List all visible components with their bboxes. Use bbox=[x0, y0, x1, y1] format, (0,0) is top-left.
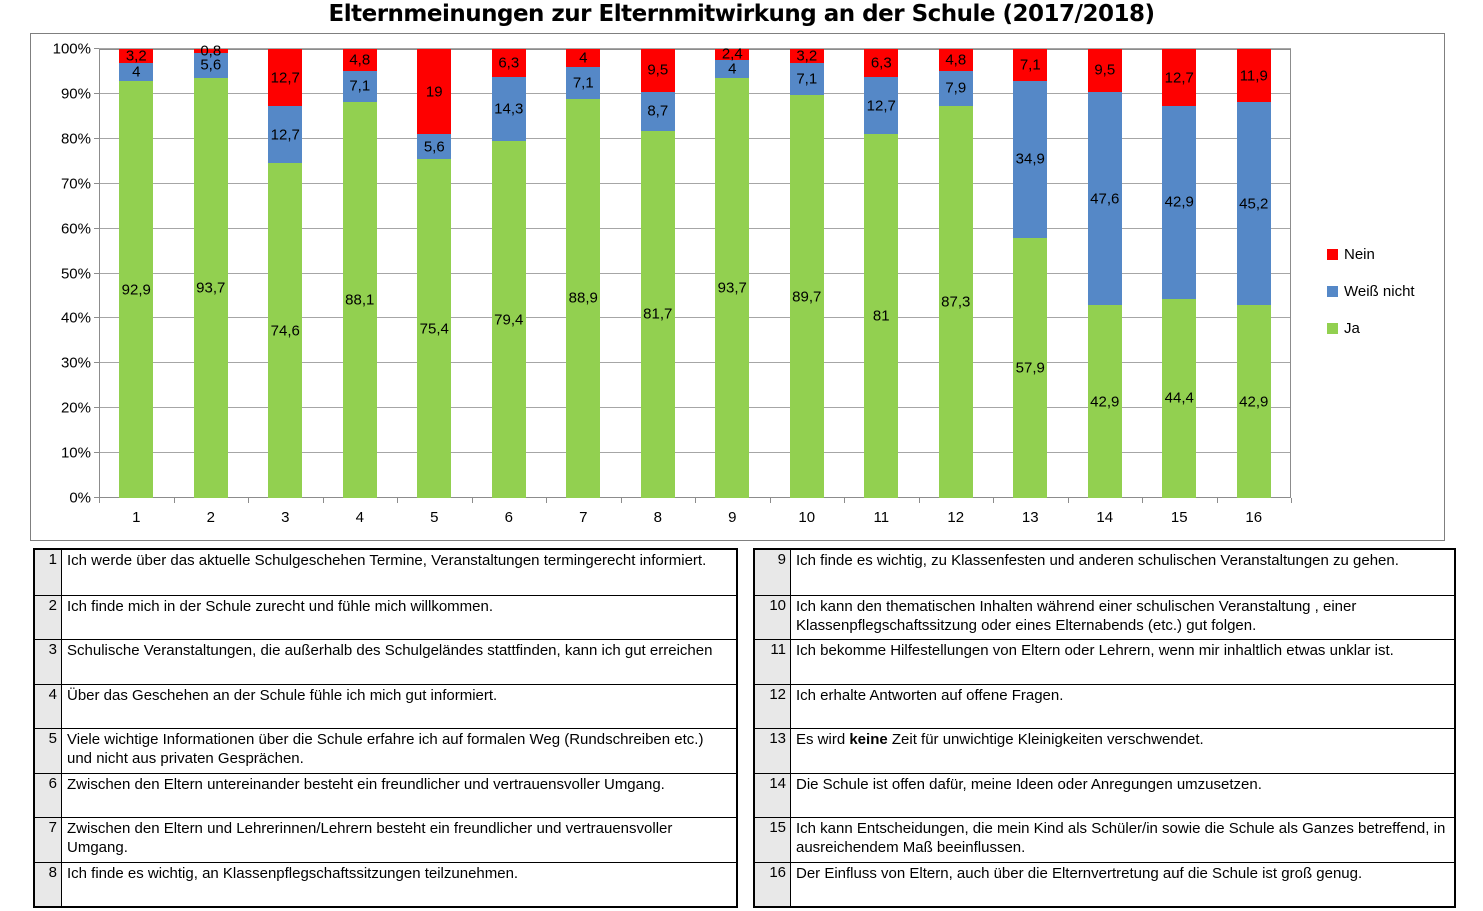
question-number-16: 16 bbox=[755, 863, 791, 907]
x-axis-label-10: 10 bbox=[798, 509, 816, 526]
y-axis-label-100%: 100% bbox=[52, 40, 91, 58]
question-table-left bbox=[33, 548, 738, 908]
question-text-16: Der Einfluss von Eltern, auch über die Elternvertretung auf die Schule ist groß genug. bbox=[796, 864, 1363, 882]
bar-label-weiss-nicht-1: 4 bbox=[132, 63, 141, 81]
bar-label-weiss-nicht-3: 12,7 bbox=[270, 126, 300, 144]
x-axis-label-13: 13 bbox=[1021, 509, 1039, 526]
bar-label-nein-5: 19 bbox=[425, 83, 443, 101]
y-axis-label-90%: 90% bbox=[60, 85, 91, 103]
x-axis-label-11: 11 bbox=[873, 509, 890, 526]
y-axis-label-60%: 60% bbox=[60, 220, 91, 238]
bar-label-weiss-nicht-13: 34,9 bbox=[1015, 150, 1045, 168]
x-axis-label-9: 9 bbox=[728, 509, 737, 526]
x-axis-tick bbox=[99, 498, 100, 503]
question-row-2 bbox=[35, 595, 736, 640]
x-axis-label-6: 6 bbox=[504, 509, 513, 526]
legend-label-weiss-nicht: Weiß nicht bbox=[1344, 283, 1415, 300]
bar-label-weiss-nicht-10: 7,1 bbox=[796, 70, 818, 88]
bar-label-weiss-nicht-6: 14,3 bbox=[494, 100, 524, 118]
x-axis-label-12: 12 bbox=[947, 509, 965, 526]
legend-item-nein bbox=[1327, 246, 1415, 263]
bar-label-ja-8: 81,7 bbox=[643, 305, 673, 323]
question-number-11: 11 bbox=[755, 640, 791, 684]
x-axis-label-16: 16 bbox=[1245, 509, 1263, 526]
y-axis-label-0%: 0% bbox=[69, 489, 91, 507]
question-table-right bbox=[753, 548, 1456, 908]
x-axis-label-8: 8 bbox=[653, 509, 662, 526]
question-text-5: Viele wichtige Informationen über die Schule erfahre ich auf formalen Weg (Rundschreiben etc.) und nicht aus privaten Gesprächen. bbox=[67, 731, 704, 768]
bar-label-nein-14: 9,5 bbox=[1094, 61, 1116, 79]
bar-label-nein-10: 3,2 bbox=[796, 47, 818, 65]
bar-label-nein-1: 3,2 bbox=[125, 47, 147, 65]
question-text-7: Zwischen den Eltern und Lehrerinnen/Lehrern besteht ein freundlicher und vertrauensvoller Umgang. bbox=[67, 820, 673, 857]
bar-label-nein-7: 4 bbox=[579, 49, 588, 67]
chart-title: Elternmeinungen zur Elternmitwirkung an der Schule (2017/2018) bbox=[328, 1, 1155, 27]
bar-label-ja-2: 93,7 bbox=[196, 279, 226, 297]
x-axis-tick bbox=[1068, 498, 1069, 503]
question-number-5: 5 bbox=[35, 729, 62, 773]
question-text-11: Ich bekomme Hilfestellungen von Eltern oder Lehrern, wenn mir inhaltlich etwas unklar ist. bbox=[796, 642, 1394, 659]
question-number-4: 4 bbox=[35, 685, 62, 729]
question-number-12: 12 bbox=[755, 685, 791, 729]
bar-label-ja-13: 57,9 bbox=[1015, 359, 1045, 377]
bar-label-ja-16: 42,9 bbox=[1239, 393, 1269, 411]
question-row-11 bbox=[755, 639, 1454, 684]
bar-label-ja-6: 79,4 bbox=[494, 311, 524, 329]
x-axis-tick bbox=[770, 498, 771, 503]
y-axis-label-10%: 10% bbox=[60, 444, 91, 462]
question-number-3: 3 bbox=[35, 640, 62, 684]
question-text-15: Ich kann Entscheidungen, die mein Kind als Schüler/in sowie die Schule als Ganzes betreffend, in ausreichendem Maß beeinflussen. bbox=[796, 820, 1446, 857]
y-axis-label-70%: 70% bbox=[60, 175, 91, 193]
bar-label-nein-15: 12,7 bbox=[1164, 69, 1194, 86]
question-row-6 bbox=[35, 773, 736, 818]
x-axis-tick bbox=[323, 498, 324, 503]
legend-swatch-nein bbox=[1327, 249, 1338, 260]
bar-label-weiss-nicht-11: 12,7 bbox=[866, 97, 896, 115]
x-axis-tick bbox=[546, 498, 547, 503]
x-axis-label-3: 3 bbox=[281, 509, 290, 526]
x-axis-tick bbox=[472, 498, 473, 503]
legend-label-nein: Nein bbox=[1344, 246, 1375, 263]
question-row-16 bbox=[755, 862, 1454, 907]
question-text-6: Zwischen den Eltern untereinander besteht ein freundlicher und vertrauensvoller Umgang. bbox=[67, 775, 665, 793]
x-axis-tick bbox=[993, 498, 994, 503]
y-axis-label-80%: 80% bbox=[60, 130, 91, 148]
question-text-13: Es wird keine Zeit für unwichtige Kleinigkeiten verschwendet. bbox=[796, 731, 1204, 748]
bar-label-nein-11: 6,3 bbox=[870, 54, 892, 72]
question-number-6: 6 bbox=[35, 774, 62, 818]
bar-label-weiss-nicht-12: 7,9 bbox=[945, 79, 967, 97]
chart-area bbox=[30, 33, 1445, 541]
bar-label-nein-9: 2,4 bbox=[721, 45, 743, 63]
question-number-10: 10 bbox=[755, 596, 791, 640]
bar-label-weiss-nicht-16: 45,2 bbox=[1239, 195, 1269, 213]
question-number-15: 15 bbox=[755, 818, 791, 862]
y-axis-label-40%: 40% bbox=[60, 309, 91, 327]
x-axis-tick bbox=[1217, 498, 1218, 503]
question-number-13: 13 bbox=[755, 729, 791, 773]
bar-label-ja-1: 92,9 bbox=[121, 281, 151, 299]
question-text-1: Ich werde über das aktuelle Schulgeschehen Termine, Veranstaltungen termingerecht informiert. bbox=[67, 552, 707, 569]
question-text-14: Die Schule ist offen dafür, meine Ideen oder Anregungen umzusetzen. bbox=[796, 775, 1262, 793]
y-axis-label-30%: 30% bbox=[60, 354, 91, 372]
x-axis-tick bbox=[1142, 498, 1143, 503]
bar-label-weiss-nicht-2: 5,6 bbox=[200, 56, 222, 74]
question-row-8 bbox=[35, 862, 736, 907]
legend-item-ja bbox=[1327, 320, 1415, 337]
x-axis-tick bbox=[397, 498, 398, 503]
question-row-12 bbox=[755, 684, 1454, 729]
bar-label-ja-5: 75,4 bbox=[419, 320, 449, 338]
question-text-2: Ich finde mich in der Schule zurecht und fühle mich willkommen. bbox=[67, 597, 494, 615]
x-axis-label-1: 1 bbox=[132, 509, 141, 526]
x-axis-tick bbox=[1291, 498, 1292, 503]
question-row-9 bbox=[755, 550, 1454, 595]
question-number-8: 8 bbox=[35, 863, 62, 907]
bar-label-weiss-nicht-5: 5,6 bbox=[423, 138, 445, 156]
legend-swatch-ja bbox=[1327, 323, 1338, 334]
bar-label-ja-10: 89,7 bbox=[792, 288, 822, 306]
question-row-5 bbox=[35, 728, 736, 773]
bar-label-nein-3: 12,7 bbox=[270, 69, 300, 86]
bar-label-weiss-nicht-7: 7,1 bbox=[572, 74, 594, 92]
bar-label-weiss-nicht-8: 8,7 bbox=[647, 102, 669, 120]
x-axis-tick bbox=[919, 498, 920, 503]
bar-label-ja-9: 93,7 bbox=[717, 279, 747, 297]
bar-label-nein-12: 4,8 bbox=[945, 51, 967, 69]
question-text-10: Ich kann den thematischen Inhalten während einer schulischen Veranstaltung , einer Klassenpflegschaftssitzung oder eines Elternabends (etc.) gut folgen. bbox=[796, 597, 1357, 634]
bar-label-ja-12: 87,3 bbox=[941, 293, 971, 311]
x-axis-tick bbox=[621, 498, 622, 503]
bar-label-nein-8: 9,5 bbox=[647, 61, 669, 79]
bar-label-ja-14: 42,9 bbox=[1090, 393, 1120, 411]
bar-label-weiss-nicht-15: 42,9 bbox=[1164, 193, 1194, 211]
x-axis-tick bbox=[248, 498, 249, 503]
question-number-1: 1 bbox=[35, 550, 62, 595]
legend bbox=[1327, 246, 1415, 337]
bar-label-weiss-nicht-9: 4 bbox=[728, 60, 737, 78]
bar-label-nein-16: 11,9 bbox=[1239, 67, 1268, 85]
x-axis-label-15: 15 bbox=[1170, 509, 1188, 526]
x-axis-label-7: 7 bbox=[579, 509, 588, 526]
question-number-2: 2 bbox=[35, 596, 62, 640]
question-row-15 bbox=[755, 817, 1454, 862]
bar-label-nein-6: 6,3 bbox=[498, 54, 520, 72]
question-number-9: 9 bbox=[755, 550, 791, 595]
question-row-14 bbox=[755, 773, 1454, 818]
question-row-3 bbox=[35, 639, 736, 684]
question-row-7 bbox=[35, 817, 736, 862]
question-text-9: Ich finde es wichtig, zu Klassenfesten und anderen schulischen Veranstaltungen zu gehen. bbox=[796, 552, 1399, 569]
question-number-7: 7 bbox=[35, 818, 62, 862]
legend-label-ja: Ja bbox=[1344, 320, 1360, 337]
x-axis-tick bbox=[695, 498, 696, 503]
question-row-13 bbox=[755, 728, 1454, 773]
question-text-3: Schulische Veranstaltungen, die außerhalb des Schulgeländes stattfinden, kann ich gut erreichen bbox=[67, 642, 713, 659]
bar-label-nein-2: 0,8 bbox=[200, 42, 222, 60]
y-axis-label-20%: 20% bbox=[60, 399, 91, 417]
x-axis-tick bbox=[844, 498, 845, 503]
question-text-12: Ich erhalte Antworten auf offene Fragen. bbox=[796, 686, 1064, 704]
bar-label-ja-4: 88,1 bbox=[345, 291, 375, 309]
bar-label-nein-4: 4,8 bbox=[349, 51, 371, 69]
bar-label-ja-15: 44,4 bbox=[1164, 389, 1194, 407]
bar-label-weiss-nicht-14: 47,6 bbox=[1090, 190, 1120, 208]
bar-label-nein-13: 7,1 bbox=[1019, 56, 1041, 74]
legend-swatch-weiss-nicht bbox=[1327, 286, 1338, 297]
x-axis-label-2: 2 bbox=[206, 509, 215, 526]
y-axis-label-50%: 50% bbox=[60, 265, 91, 282]
bar-label-weiss-nicht-4: 7,1 bbox=[349, 77, 371, 95]
bar-label-ja-3: 74,6 bbox=[270, 322, 300, 340]
bar-label-ja-11: 81 bbox=[872, 307, 890, 325]
bar-label-ja-7: 88,9 bbox=[568, 289, 598, 307]
question-row-4 bbox=[35, 684, 736, 729]
x-axis-label-4: 4 bbox=[355, 509, 364, 526]
question-number-14: 14 bbox=[755, 774, 791, 818]
x-axis-label-5: 5 bbox=[430, 509, 439, 526]
x-axis-label-14: 14 bbox=[1096, 509, 1114, 526]
question-text-4: Über das Geschehen an der Schule fühle ich mich gut informiert. bbox=[67, 686, 498, 704]
question-row-10 bbox=[755, 595, 1454, 640]
question-text-8: Ich finde es wichtig, an Klassenpflegschaftssitzungen teilzunehmen. bbox=[67, 864, 519, 882]
legend-item-weiss-nicht bbox=[1327, 283, 1415, 300]
x-axis-tick bbox=[174, 498, 175, 503]
question-row-1 bbox=[35, 550, 736, 595]
